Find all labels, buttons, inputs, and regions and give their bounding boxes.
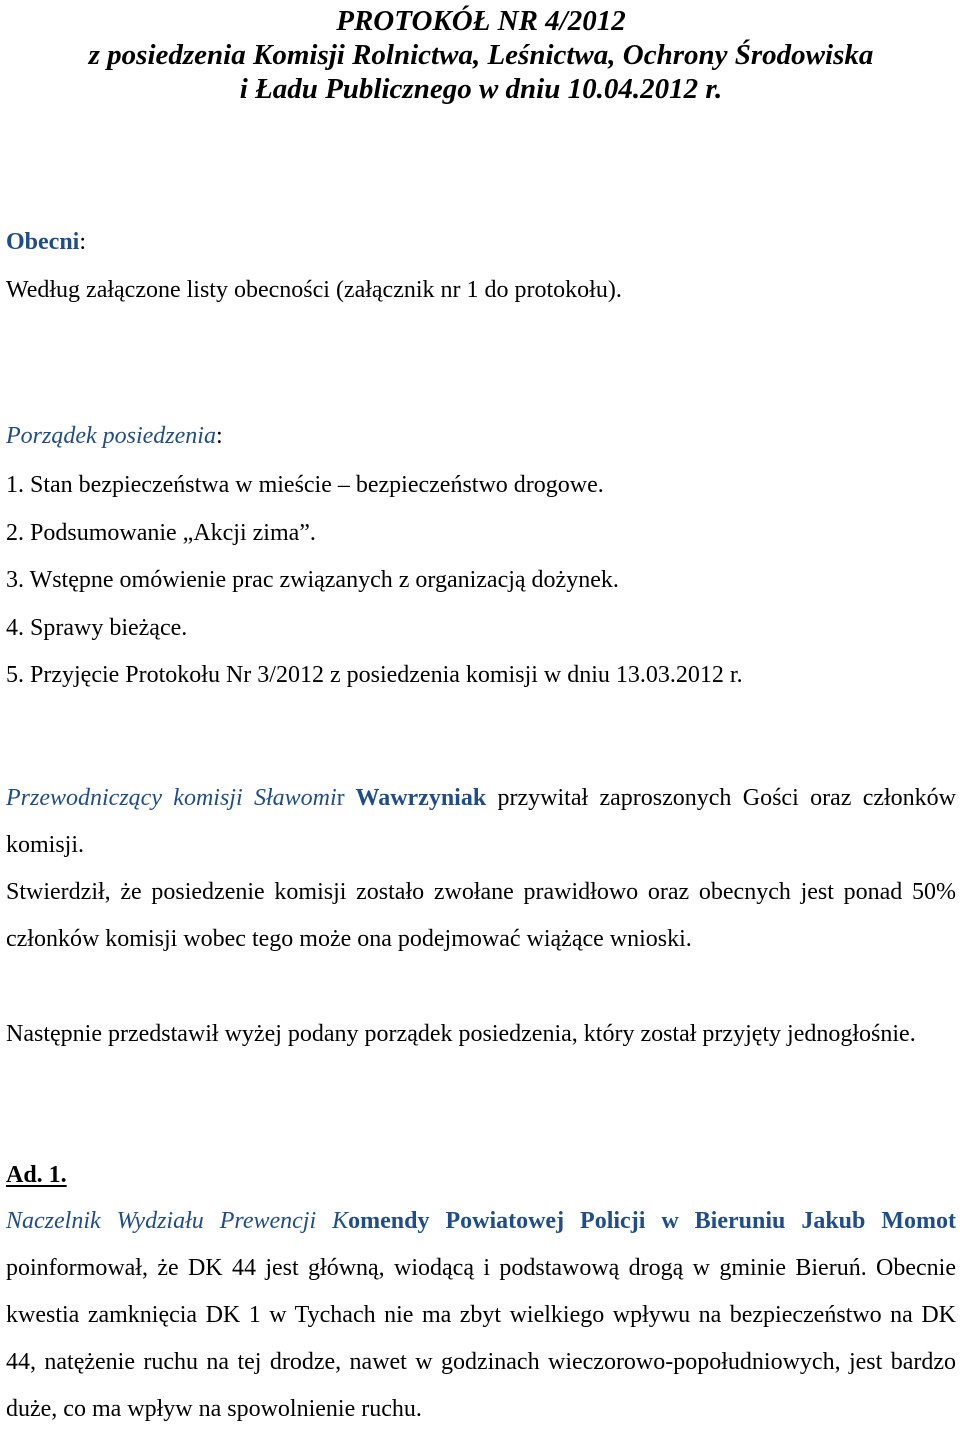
agenda-item-5: 5. Przyjęcie Protokołu Nr 3/2012 z posiedzenia komisji w dniu 13.03.2012 r. bbox=[6, 662, 743, 688]
police-report-text: poinformował, że DK 44 jest główną, wiodącą i podstawową drogą w gminie Bieruń. Obecnie kwestia zamknięcia DK 1 w Tychach nie ma zbyt wielkiego wpływu na bezpieczeństwo na DK 44, natężenie ruchu na tej drodze, nawet w godzinach wieczorowo-popołudniowych, jest bardzo duże, co ma wpływ na spowolnienie ruchu. bbox=[6, 1255, 956, 1422]
agenda-item-3: 3. Wstępne omówienie prac związanych z organizacją dożynek. bbox=[6, 567, 619, 593]
paragraph-welcome bbox=[6, 775, 956, 869]
paragraph-agenda-adopted: Następnie przedstawił wyżej podany porządek posiedzenia, który został przyjęty jednogłośnie. bbox=[6, 1021, 916, 1047]
chairman-role: Przewodniczący komisji Sławomi bbox=[6, 785, 337, 811]
agenda-item-2: 2. Podsumowanie „Akcji zima”. bbox=[6, 519, 316, 546]
present-heading-label: Obecni bbox=[6, 229, 80, 255]
document-title bbox=[6, 4, 956, 106]
agenda-item-4: 4. Sprawy bieżące. bbox=[6, 614, 188, 641]
chairman-role-tail: r bbox=[336, 785, 345, 811]
paragraph-police-report bbox=[6, 1198, 956, 1433]
police-name: omendy Powiatowej Policji w Bieruniu Jakub Momot bbox=[348, 1208, 956, 1234]
title-line-1: PROTOKÓŁ NR 4/2012 bbox=[336, 5, 626, 37]
title-line-2: z posiedzenia Komisji Rolnictwa, Leśnictwa, Ochrony Środowiska bbox=[88, 39, 874, 71]
title-line-3: i Ładu Publicznego w dniu 10.04.2012 r. bbox=[239, 73, 723, 105]
agenda-item-1: 1. Stan bezpieczeństwa w mieście – bezpieczeństwo drogowe. bbox=[6, 472, 604, 498]
present-heading-colon: : bbox=[79, 229, 87, 255]
paragraph-quorum: Stwierdził, że posiedzenie komisji zostało zwołane prawidłowo oraz obecnych jest ponad 50% członków komisji wobec tego może ona podejmować wiążące wnioski. bbox=[6, 879, 956, 952]
agenda-heading-colon: : bbox=[215, 423, 223, 449]
attendance-text: Według załączone listy obecności (załącznik nr 1 do protokołu). bbox=[6, 277, 622, 303]
welcome-text: przywitał zaproszonych Gości oraz członków komisji. bbox=[6, 785, 957, 858]
agenda-list bbox=[6, 462, 743, 700]
agenda-heading bbox=[6, 418, 223, 454]
chairman-name: Wawrzyniak bbox=[344, 785, 487, 811]
agenda-heading-label: Porządek posiedzenia bbox=[6, 423, 216, 449]
present-heading bbox=[6, 224, 86, 260]
police-role: Naczelnik Wydziału Prewencji K bbox=[6, 1208, 349, 1234]
ad1-heading: Ad. 1. bbox=[6, 1162, 67, 1188]
